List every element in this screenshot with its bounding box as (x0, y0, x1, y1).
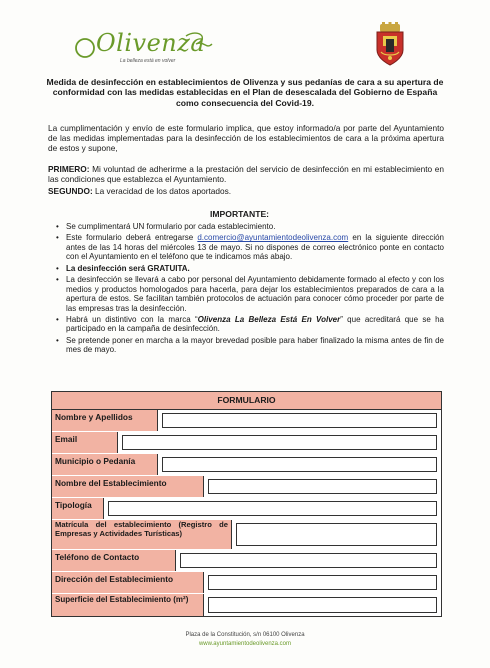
matricula-field[interactable] (236, 523, 437, 546)
form-row-email (52, 432, 441, 453)
field-label: Tipología (52, 498, 104, 519)
list-item (56, 233, 444, 261)
list-item (56, 336, 444, 355)
brand-name: Olivenza La Belleza Está En Volver (197, 314, 341, 324)
footer-website[interactable]: www.ayuntamientodeolivenza.com (198, 641, 292, 647)
email-link[interactable]: d.comercio@ayuntamientodeolivenza.com (197, 233, 349, 243)
form-row-tipologia (52, 498, 441, 519)
field-label: Teléfono de Contacto (52, 550, 176, 571)
form-row-direccion (52, 572, 441, 593)
superficie-field[interactable] (208, 597, 437, 613)
registration-form (51, 391, 442, 617)
olivenza-logo (74, 26, 214, 70)
field-label: Email (52, 432, 118, 453)
field-label: Matrícula del establecimiento (Registro de Empresas y Actividades Turísticas) (52, 520, 232, 549)
bullet-text: La desinfección será GRATUITA. (66, 263, 190, 273)
form-row-municipio (52, 454, 441, 475)
establecimiento-field[interactable] (208, 479, 437, 494)
segundo-text: La veracidad de los datos aportados. (92, 186, 232, 196)
form-row-nombre (52, 410, 441, 431)
form-row-telefono (52, 550, 441, 571)
form-row-matricula (52, 520, 441, 549)
primero-label: PRIMERO: (48, 164, 90, 174)
intro-paragraph: La cumplimentación y envío de este formulario implica, que estoy informado/a por parte del Ayuntamiento de las medidas implementadas para la desinfección de los establecimientos de cara a la próxima apertura de estos y supone, (48, 123, 444, 153)
logo-text: Olivenza (96, 29, 206, 57)
bullet-text: ” que acreditará que se ha participado en la campaña de desinfección. (66, 314, 444, 334)
form-row-establecimiento (52, 476, 441, 497)
email-field[interactable] (122, 435, 437, 450)
field-label: Municipio o Pedanía (52, 454, 158, 475)
field-label: Nombre del Establecimiento (52, 476, 204, 497)
primero-paragraph (48, 165, 444, 185)
field-label: Nombre y Apellidos (52, 410, 158, 431)
form-title: FORMULARIO (52, 392, 441, 410)
direccion-field[interactable] (208, 575, 437, 590)
list-item (56, 222, 444, 231)
primero-text: Mi voluntad de adherirme a la prestación del servicio de desinfección en mi establecimiento en las condiciones que establezca el Ayuntamiento. (48, 164, 444, 184)
nombre-field[interactable] (162, 413, 437, 428)
important-heading: IMPORTANTE: (210, 209, 270, 219)
bullet-text: La desinfección se llevará a cabo por personal del Ayuntamiento debidamente formado al efecto y con los medios y productos homologados para hacerla, para dejar los establecimientos preparados de cara a la apertura de estos. Se facilitan también protocolos de actuación para conocer cómo proceder por parte de las empresas tras la desinfección. (66, 275, 444, 313)
document-title: Medida de desinfección en establecimientos de Olivenza y sus pedanías de cara a su apertura de conformidad con las medidas establecidas en el Plan de desescalada del Gobierno de España como consecuencia del Covid-19. (46, 77, 444, 108)
segundo-paragraph (48, 187, 444, 197)
bullet-text: Se pretende poner en marcha a la mayor brevedad posible para haber finalizado la misma antes de fin de mes de mayo. (66, 335, 444, 355)
municipio-field[interactable] (162, 457, 437, 472)
tipologia-field[interactable] (108, 501, 437, 516)
list-item (56, 264, 444, 273)
coat-of-arms-icon (372, 22, 408, 66)
bullet-text: Habrá un distintivo con la marca “ (66, 314, 198, 324)
segundo-label: SEGUNDO: (48, 186, 93, 196)
bullet-text: Se cumplimentará UN formulario por cada establecimiento. (66, 222, 276, 231)
bullet-text: en la siguiente dirección antes de las 14 horas del miércoles 13 de mayo. Si no dispones de correo electrónico ponte en contacto con el Ayuntamiento en el teléfono que te indicamos más abajo. (66, 233, 444, 262)
important-list (56, 222, 444, 357)
list-item (56, 315, 444, 334)
logo-tagline: La belleza está en volver (120, 58, 176, 64)
footer-address: Plaza de la Constitución, s/n 06100 Olivenza (185, 632, 305, 638)
bullet-text: Este formulario deberá entregarse (66, 233, 198, 243)
field-label: Superficie del Establecimiento (m²) (52, 594, 204, 616)
form-row-superficie (52, 594, 441, 616)
field-label: Dirección del Establecimiento (52, 572, 204, 593)
list-item (56, 275, 444, 313)
telefono-field[interactable] (180, 553, 437, 568)
